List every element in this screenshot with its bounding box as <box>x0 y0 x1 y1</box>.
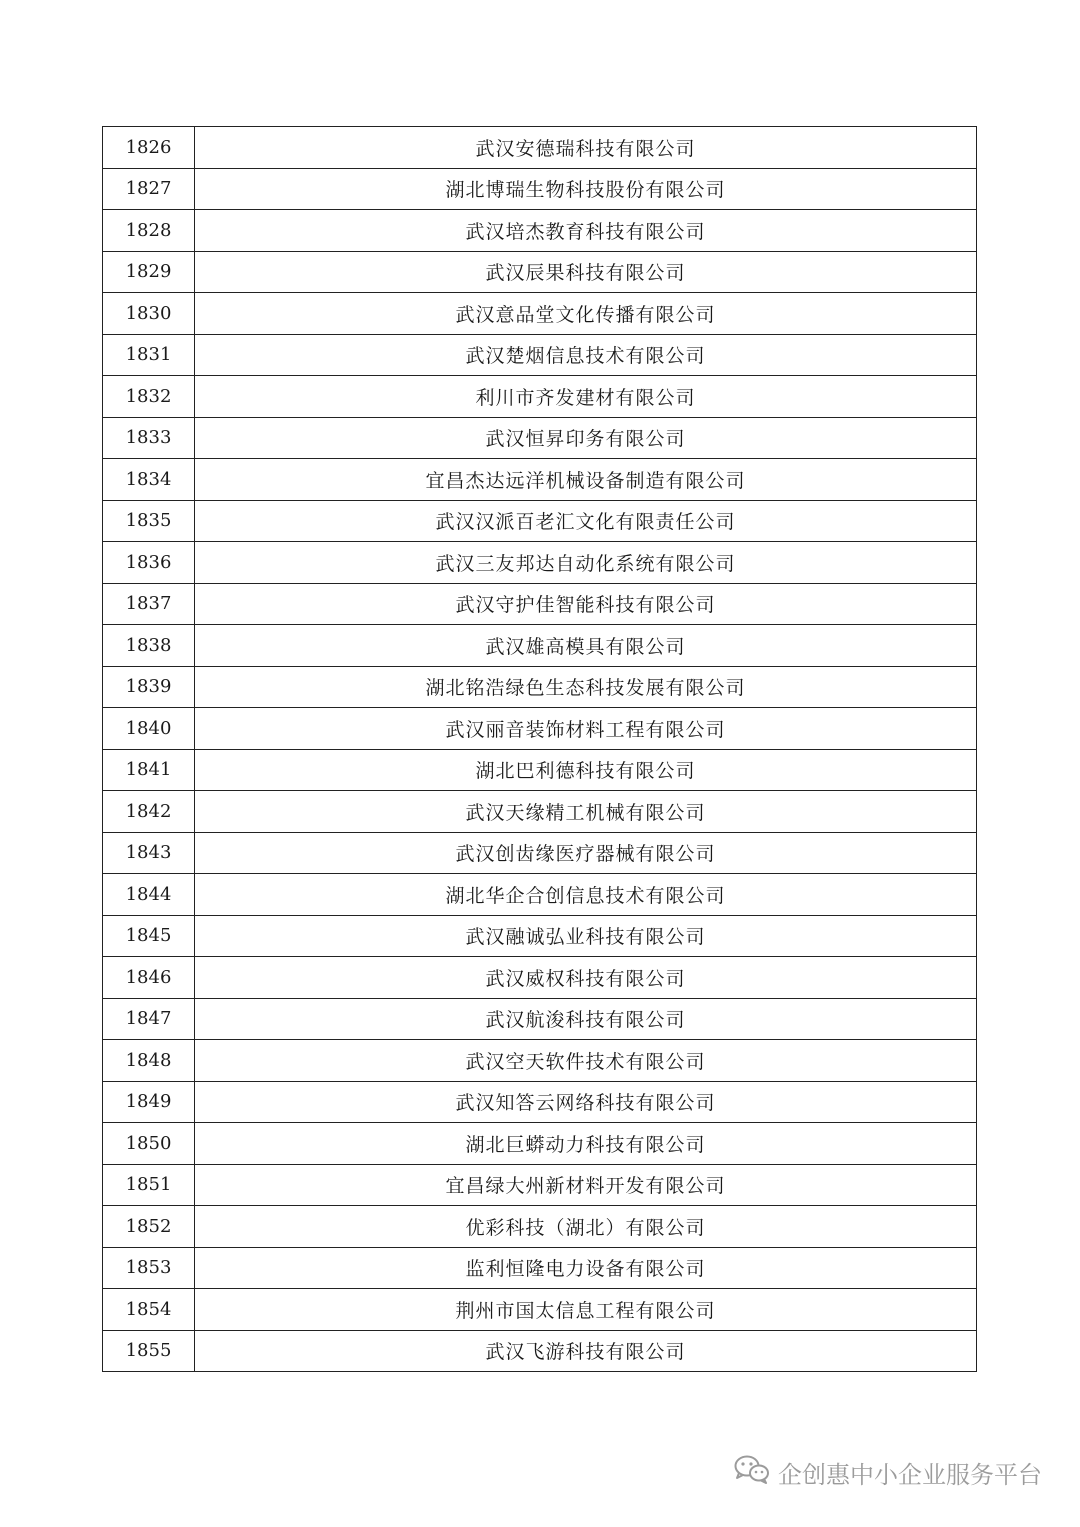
row-number: 1844 <box>103 874 195 916</box>
company-name: 武汉飞游科技有限公司 <box>195 1330 977 1372</box>
company-name: 武汉威权科技有限公司 <box>195 957 977 999</box>
table-row <box>103 1081 977 1123</box>
table-row <box>103 1040 977 1082</box>
table-row <box>103 1289 977 1331</box>
table-row <box>103 708 977 750</box>
table-row <box>103 749 977 791</box>
company-name: 武汉培杰教育科技有限公司 <box>195 210 977 252</box>
company-name: 武汉知答云网络科技有限公司 <box>195 1081 977 1123</box>
company-name: 优彩科技（湖北）有限公司 <box>195 1206 977 1248</box>
company-name: 武汉航浚科技有限公司 <box>195 998 977 1040</box>
company-name: 宜昌绿大州新材料开发有限公司 <box>195 1164 977 1206</box>
company-name: 利川市齐发建材有限公司 <box>195 376 977 418</box>
table-row <box>103 459 977 501</box>
row-number: 1849 <box>103 1081 195 1123</box>
table-row <box>103 500 977 542</box>
company-name: 武汉安德瑞科技有限公司 <box>195 127 977 169</box>
table-row <box>103 210 977 252</box>
row-number: 1840 <box>103 708 195 750</box>
company-name: 武汉汉派百老汇文化有限责任公司 <box>195 500 977 542</box>
table-row <box>103 998 977 1040</box>
table-row <box>103 625 977 667</box>
row-number: 1832 <box>103 376 195 418</box>
row-number: 1830 <box>103 293 195 335</box>
row-number: 1828 <box>103 210 195 252</box>
table-row <box>103 542 977 584</box>
company-name: 荆州市国太信息工程有限公司 <box>195 1289 977 1331</box>
row-number: 1835 <box>103 500 195 542</box>
company-name: 武汉雄高模具有限公司 <box>195 625 977 667</box>
table-row <box>103 874 977 916</box>
company-name: 武汉辰果科技有限公司 <box>195 251 977 293</box>
row-number: 1855 <box>103 1330 195 1372</box>
row-number: 1827 <box>103 168 195 210</box>
table-row <box>103 168 977 210</box>
company-name: 湖北巴利德科技有限公司 <box>195 749 977 791</box>
row-number: 1829 <box>103 251 195 293</box>
table-row <box>103 1164 977 1206</box>
table-row <box>103 1330 977 1372</box>
table-row <box>103 957 977 999</box>
row-number: 1845 <box>103 915 195 957</box>
company-name: 湖北巨蟒动力科技有限公司 <box>195 1123 977 1165</box>
table-row <box>103 1206 977 1248</box>
row-number: 1831 <box>103 334 195 376</box>
row-number: 1847 <box>103 998 195 1040</box>
row-number: 1826 <box>103 127 195 169</box>
row-number: 1834 <box>103 459 195 501</box>
row-number: 1846 <box>103 957 195 999</box>
company-name: 湖北华企合创信息技术有限公司 <box>195 874 977 916</box>
watermark <box>734 1454 1042 1490</box>
company-name: 武汉丽音装饰材料工程有限公司 <box>195 708 977 750</box>
row-number: 1848 <box>103 1040 195 1082</box>
company-name: 武汉三友邦达自动化系统有限公司 <box>195 542 977 584</box>
table-body <box>103 127 977 1372</box>
table-row <box>103 293 977 335</box>
watermark-text: 企创惠中小企业服务平台 <box>778 1460 1042 1489</box>
row-number: 1841 <box>103 749 195 791</box>
row-number: 1843 <box>103 832 195 874</box>
row-number: 1852 <box>103 1206 195 1248</box>
company-name: 武汉意品堂文化传播有限公司 <box>195 293 977 335</box>
table-row <box>103 666 977 708</box>
table-row <box>103 334 977 376</box>
row-number: 1853 <box>103 1247 195 1289</box>
table-row <box>103 915 977 957</box>
table-row <box>103 583 977 625</box>
company-name: 武汉楚烟信息技术有限公司 <box>195 334 977 376</box>
table-row <box>103 251 977 293</box>
table-row <box>103 832 977 874</box>
company-name: 湖北铭浩绿色生态科技发展有限公司 <box>195 666 977 708</box>
row-number: 1837 <box>103 583 195 625</box>
wechat-icon <box>734 1454 770 1490</box>
company-name: 武汉创齿缘医疗器械有限公司 <box>195 832 977 874</box>
row-number: 1842 <box>103 791 195 833</box>
table-row <box>103 1247 977 1289</box>
company-name: 武汉空天软件技术有限公司 <box>195 1040 977 1082</box>
row-number: 1850 <box>103 1123 195 1165</box>
table-row <box>103 376 977 418</box>
table-row <box>103 791 977 833</box>
company-list-table <box>102 126 977 1372</box>
row-number: 1838 <box>103 625 195 667</box>
company-name: 武汉天缘精工机械有限公司 <box>195 791 977 833</box>
company-name: 武汉恒昇印务有限公司 <box>195 417 977 459</box>
company-name: 湖北博瑞生物科技股份有限公司 <box>195 168 977 210</box>
row-number: 1833 <box>103 417 195 459</box>
row-number: 1851 <box>103 1164 195 1206</box>
table-row <box>103 127 977 169</box>
company-name: 武汉守护佳智能科技有限公司 <box>195 583 977 625</box>
row-number: 1854 <box>103 1289 195 1331</box>
company-name: 监利恒隆电力设备有限公司 <box>195 1247 977 1289</box>
table-row <box>103 417 977 459</box>
row-number: 1836 <box>103 542 195 584</box>
row-number: 1839 <box>103 666 195 708</box>
company-name: 武汉融诚弘业科技有限公司 <box>195 915 977 957</box>
table-row <box>103 1123 977 1165</box>
company-name: 宜昌杰达远洋机械设备制造有限公司 <box>195 459 977 501</box>
